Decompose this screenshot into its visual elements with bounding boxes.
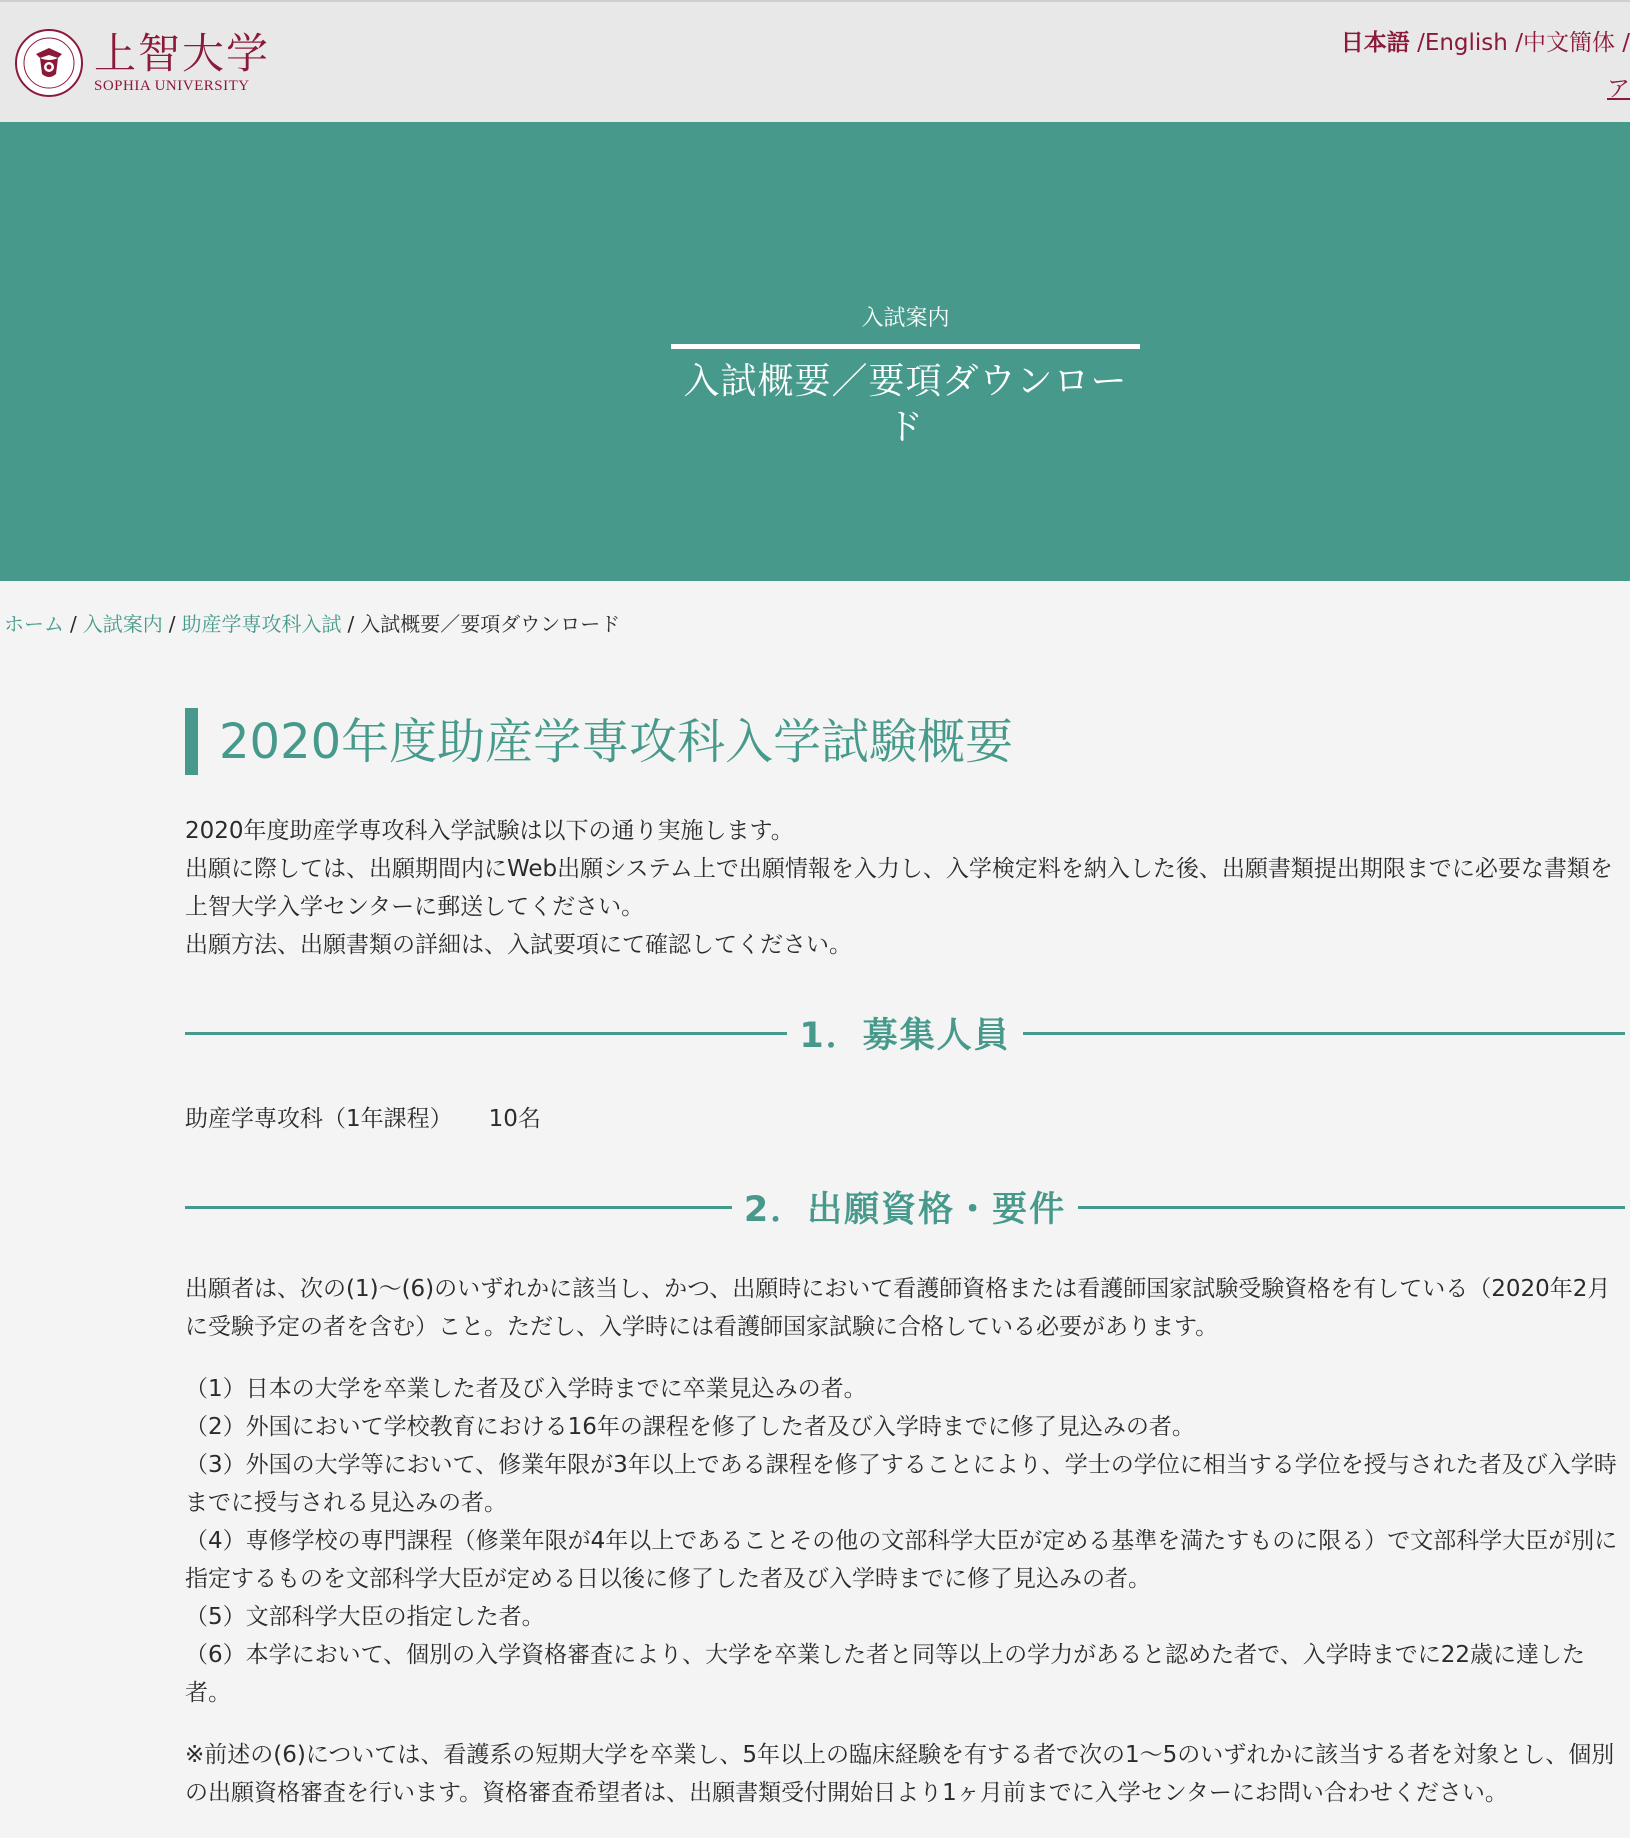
header-nav-overflow-link[interactable]: ア — [1607, 76, 1630, 102]
intro-text — [185, 812, 1625, 964]
site-header — [0, 0, 1630, 122]
page-heading — [185, 708, 1625, 776]
section-rule — [1078, 1206, 1625, 1209]
hero-title: 入試概要／要項ダウンロード — [683, 361, 1128, 448]
logo-title-en: SOPHIA UNIVERSITY — [94, 77, 250, 94]
main-content — [185, 708, 1625, 1812]
eligibility-lead: 出願者は、次の(1)～(6)のいずれかに該当し、かつ、出願時において看護師資格または看護師国家試験受験資格を有している（2020年2月に受験予定の者を含む）こと。ただし、入学時には看護師国家試験に合格している必要があります。 — [185, 1276, 1611, 1340]
breadcrumb-midwifery[interactable]: 助産学専攻科入試 — [181, 612, 342, 636]
lang-separator: / — [1417, 30, 1425, 56]
hero-subtitle: 入試案内 — [671, 302, 1140, 349]
logo-title-jp: 上智大学 — [94, 28, 271, 78]
intro-paragraph: 出願方法、出願書類の詳細は、入試要項にて確認してください。 — [185, 932, 852, 958]
section-title: 2．出願資格・要件 — [743, 1190, 1067, 1230]
page-title: 2020年度助産学専攻科入学試験概要 — [219, 714, 1014, 770]
eligibility-note: ※前述の(6)については、看護系の短期大学を卒業し、5年以上の臨床経験を有する者で次の1～5のいずれかに該当する者を対象とし、個別の出願資格審査を行います。資格審査希望者は、出願書類受付開始日より1ヶ月前までに入学センターにお問い合わせください。 — [185, 1742, 1615, 1806]
section-heading-recruitment — [185, 1008, 1625, 1058]
breadcrumb — [4, 608, 620, 637]
breadcrumb-separator: / — [168, 612, 176, 636]
section-heading-eligibility — [185, 1182, 1625, 1232]
capacity-value: 10名 — [488, 1106, 541, 1132]
heading-accent-bar — [185, 708, 198, 775]
breadcrumb-current: 入試概要／要項ダウンロード — [360, 612, 621, 636]
breadcrumb-separator: / — [70, 612, 77, 636]
hero-banner — [0, 122, 1630, 581]
intro-paragraph: 2020年度助産学専攻科入学試験は以下の通り実施します。 — [185, 818, 794, 844]
section-rule — [185, 1032, 787, 1035]
section-rule — [185, 1206, 732, 1209]
lang-japanese-link[interactable]: 日本語 — [1340, 30, 1410, 56]
lang-separator: / — [1622, 30, 1630, 56]
section-title: 1．募集人員 — [799, 1016, 1011, 1056]
breadcrumb-separator: / — [347, 612, 355, 636]
sophia-seal-icon — [14, 28, 84, 98]
breadcrumb-admissions[interactable]: 入試案内 — [82, 612, 163, 636]
eligibility-item: （3）外国の大学等において、修業年限が3年以上である課程を修了することにより、学士の学位に相当する学位を授与された者及び入学時までに授与される見込みの者。 — [185, 1452, 1617, 1516]
lang-english-link[interactable]: English — [1424, 30, 1508, 56]
lang-separator: / — [1515, 30, 1523, 56]
eligibility-item: （6）本学において、個別の入学資格審査により、大学を卒業した者と同等以上の学力があると認めた者で、入学時までに22歳に達した者。 — [185, 1642, 1585, 1706]
eligibility-list — [185, 1370, 1625, 1712]
eligibility-item: （2）外国において学校教育における16年の課程を修了した者及び入学時までに修了見込みの者。 — [185, 1414, 1195, 1440]
program-name: 助産学専攻科（1年課程） — [185, 1106, 453, 1132]
breadcrumb-home[interactable]: ホーム — [4, 612, 64, 636]
capacity-row — [185, 1100, 1625, 1138]
intro-paragraph: 出願に際しては、出願期間内にWeb出願システム上で出願情報を入力し、入学検定料を納入した後、出願書類提出期限までに必要な書類を上智大学入学センターに郵送してください。 — [185, 856, 1613, 920]
language-switcher — [1341, 24, 1630, 57]
section-rule — [1023, 1032, 1625, 1035]
eligibility-item: （1）日本の大学を卒業した者及び入学時までに卒業見込みの者。 — [185, 1376, 867, 1402]
lang-chinese-link[interactable]: 中文簡体 — [1522, 30, 1615, 56]
eligibility-item: （5）文部科学大臣の指定した者。 — [185, 1604, 545, 1630]
site-logo[interactable] — [14, 28, 270, 98]
eligibility-item: （4）専修学校の専門課程（修業年限が4年以上であることその他の文部科学大臣が定める基準を満たすものに限る）で文部科学大臣が別に指定するものを文部科学大臣が定める日以後に修了した者及び入学時までに修了見込みの者。 — [185, 1528, 1618, 1592]
